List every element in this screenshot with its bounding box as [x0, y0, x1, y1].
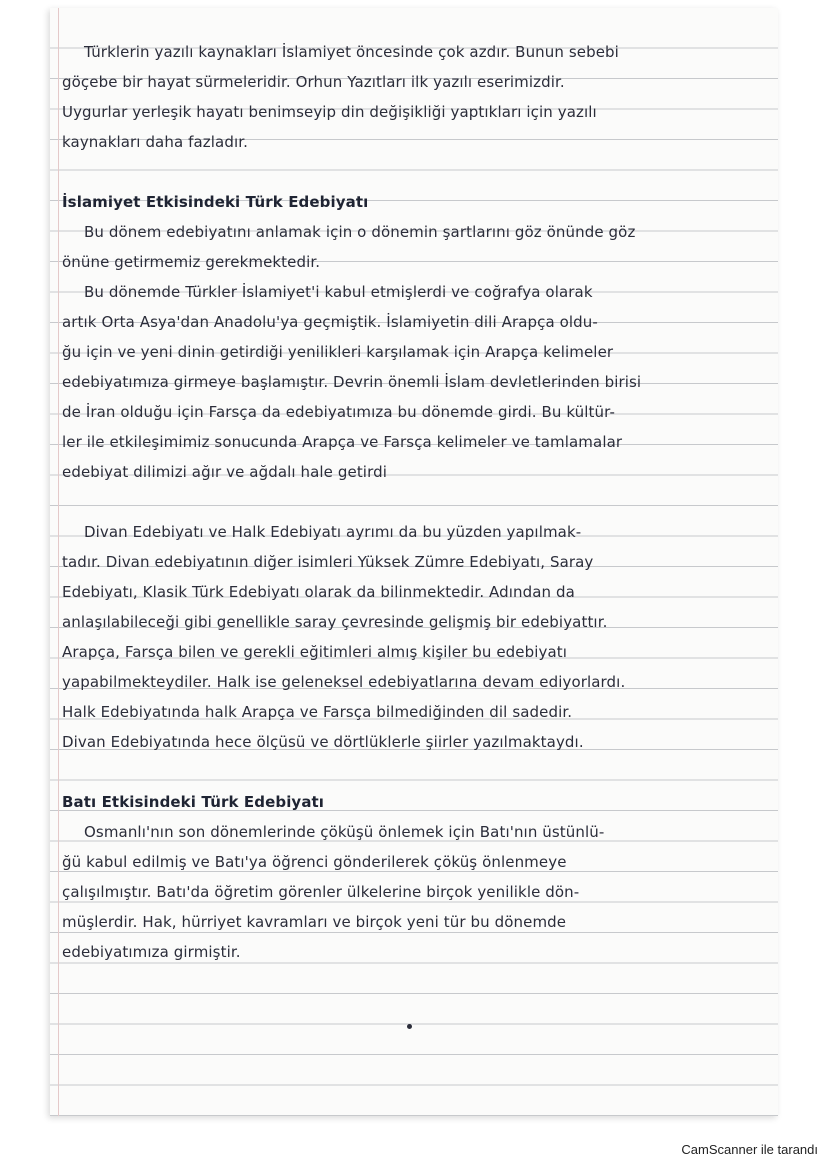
text-line: Divan Edebiyatında hece ölçüsü ve dörtlüklerle şiirler yazılmaktaydı. [62, 733, 584, 751]
text-line: tadır. Divan edebiyatının diğer isimleri Yüksek Zümre Edebiyatı, Saray [62, 553, 594, 571]
text-line: Halk Edebiyatında halk Arapça ve Farsça bilmediğinden dil sadedir. [62, 703, 573, 721]
text-line: önüne getirmemiz gerekmektedir. [62, 253, 321, 271]
blank-line [62, 487, 770, 517]
blank-line [62, 157, 770, 187]
text-line: Bu dönemde Türkler İslamiyet'i kabul etmişlerdi ve coğrafya olarak [84, 283, 593, 301]
text-line: Türklerin yazılı kaynakları İslamiyet öncesinde çok azdır. Bunun sebebi [84, 43, 619, 61]
notebook-page [50, 8, 778, 1116]
text-line: Uygurlar yerleşik hayatı benimseyip din değişikliği yaptıkları için yazılı [62, 103, 597, 121]
text-line: göçebe bir hayat sürmeleridir. Orhun Yazıtları ilk yazılı eserimizdir. [62, 73, 565, 91]
text-line: Edebiyatı, Klasik Türk Edebiyatı olarak da bilinmektedir. Adından da [62, 583, 575, 601]
ink-dot [407, 1024, 412, 1029]
text-line: ler ile etkileşimimiz sonucunda Arapça ve Farsça kelimeler ve tamlamalar [62, 433, 623, 451]
text-line: kaynakları daha fazladır. [62, 133, 248, 151]
text-line: ğü kabul edilmiş ve Batı'ya öğrenci gönderilerek çöküş önlenmeye [62, 853, 567, 871]
text-line: Bu dönem edebiyatını anlamak için o dönemin şartlarını göz önünde göz [84, 223, 636, 241]
text-line: edebiyat dilimizi ağır ve ağdalı hale getirdi [62, 463, 387, 481]
text-line: müşlerdir. Hak, hürriyet kavramları ve birçok yeni tür bu dönemde [62, 913, 567, 931]
text-line: anlaşılabileceği gibi genellikle saray çevresinde gelişmiş bir edebiyattır. [62, 613, 608, 631]
text-line: Osmanlı'nın son dönemlerinde çöküşü önlemek için Batı'nın üstünlü- [84, 823, 605, 841]
text-line: Arapça, Farsça bilen ve gerekli eğitimleri almış kişiler bu edebiyatı [62, 643, 568, 661]
text-line: artık Orta Asya'dan Anadolu'ya geçmiştik. İslamiyetin dili Arapça oldu- [62, 313, 598, 331]
text-line: edebiyatımıza girmiştir. [62, 943, 241, 961]
text-line: çalışılmıştır. Batı'da öğretim görenler ülkelerine birçok yenilikle dön- [62, 883, 580, 901]
section-heading-islamiyet: İslamiyet Etkisindeki Türk Edebiyatı [62, 193, 369, 211]
handwritten-text [62, 37, 770, 967]
text-line: Divan Edebiyatı ve Halk Edebiyatı ayrımı da bu yüzden yapılmak- [84, 523, 582, 541]
margin-line [58, 8, 59, 1116]
text-line: de İran olduğu için Farsça da edebiyatımıza bu dönemde girdi. Bu kültür- [62, 403, 615, 421]
text-line: yapabilmekteydiler. Halk ise geleneksel edebiyatlarına devam ediyorlardı. [62, 673, 626, 691]
scanner-watermark: CamScanner ile tarandı [681, 1142, 818, 1157]
section-heading-bati: Batı Etkisindeki Türk Edebiyatı [62, 793, 325, 811]
text-line: edebiyatımıza girmeye başlamıştır. Devrin önemli İslam devletlerinden birisi [62, 373, 642, 391]
text-line: ğu için ve yeni dinin getirdiği yenilikleri karşılamak için Arapça kelimeler [62, 343, 614, 361]
blank-line [62, 757, 770, 787]
